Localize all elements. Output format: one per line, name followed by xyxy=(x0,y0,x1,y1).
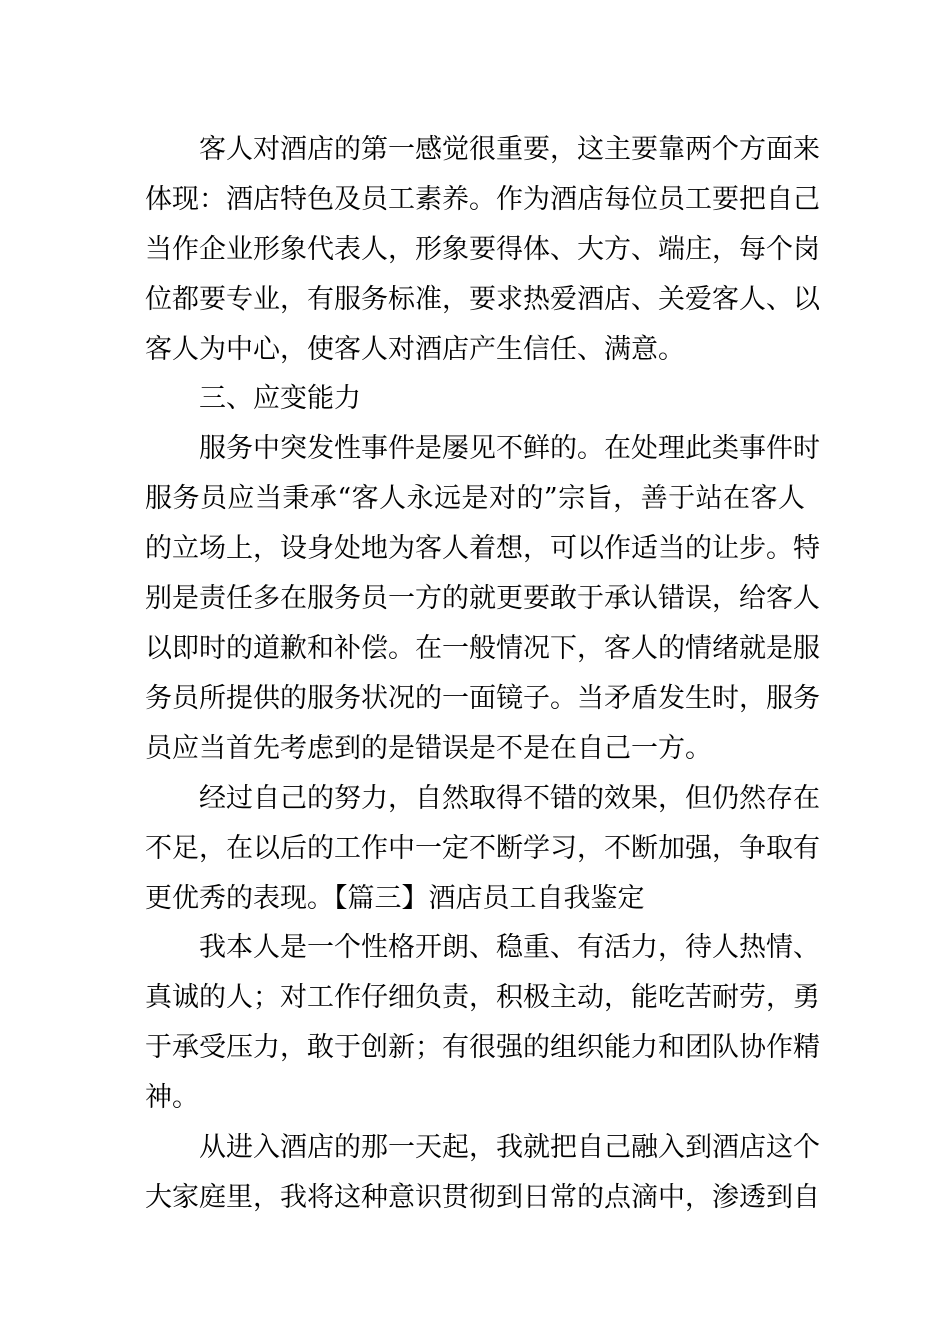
paragraph-line: 客人为中心，使客人对酒店产生信任、满意。 xyxy=(145,334,685,365)
section-heading: 三、应变能力 xyxy=(199,383,361,414)
paragraph-line: 经过自己的努力，自然取得不错的效果，但仍然存在 xyxy=(199,783,820,814)
paragraph-line: 务员所提供的服务状况的一面镜子。当矛盾发生时，服务 xyxy=(145,683,820,714)
paragraph-line: 别是责任多在服务员一方的就更要敢于承认错误，给客人 xyxy=(145,583,820,614)
paragraph-line: 服务员应当秉承“客人永远是对的”宗旨，善于站在客人 xyxy=(145,483,805,514)
paragraph-line: 当作企业形象代表人，形象要得体、大方、端庄，每个岗 xyxy=(145,234,820,265)
paragraph-line: 不足，在以后的工作中一定不断学习，不断加强，争取有 xyxy=(145,833,820,864)
paragraph-line: 客人对酒店的第一感觉很重要，这主要靠两个方面来 xyxy=(199,134,820,165)
paragraph-line: 服务中突发性事件是屡见不鲜的。在处理此类事件时 xyxy=(199,433,820,464)
paragraph-line: 我本人是一个性格开朗、稳重、有活力，待人热情、 xyxy=(199,932,820,963)
paragraph-line: 以即时的道歉和补偿。在一般情况下，客人的情绪就是服 xyxy=(145,633,820,664)
paragraph-line: 更优秀的表现。【篇三】酒店员工自我鉴定 xyxy=(145,883,645,914)
paragraph-line: 神。 xyxy=(145,1082,199,1113)
paragraph-line: 员应当首先考虑到的是错误是不是在自己一方。 xyxy=(145,733,712,764)
paragraph-line: 位都要专业，有服务标准，要求热爱酒店、关爱客人、以 xyxy=(145,284,820,315)
paragraph-line: 大家庭里，我将这种意识贯彻到日常的点滴中，渗透到自 xyxy=(145,1182,820,1213)
paragraph-line: 体现：酒店特色及员工素养。作为酒店每位员工要把自己 xyxy=(145,184,820,215)
paragraph-line: 于承受压力，敢于创新；有很强的组织能力和团队协作精 xyxy=(145,1032,820,1063)
paragraph-line: 真诚的人；对工作仔细负责，积极主动，能吃苦耐劳，勇 xyxy=(145,982,820,1013)
paragraph-line: 从进入酒店的那一天起，我就把自己融入到酒店这个 xyxy=(199,1132,820,1163)
paragraph-line: 的立场上，设身处地为客人着想，可以作适当的让步。特 xyxy=(145,533,820,564)
